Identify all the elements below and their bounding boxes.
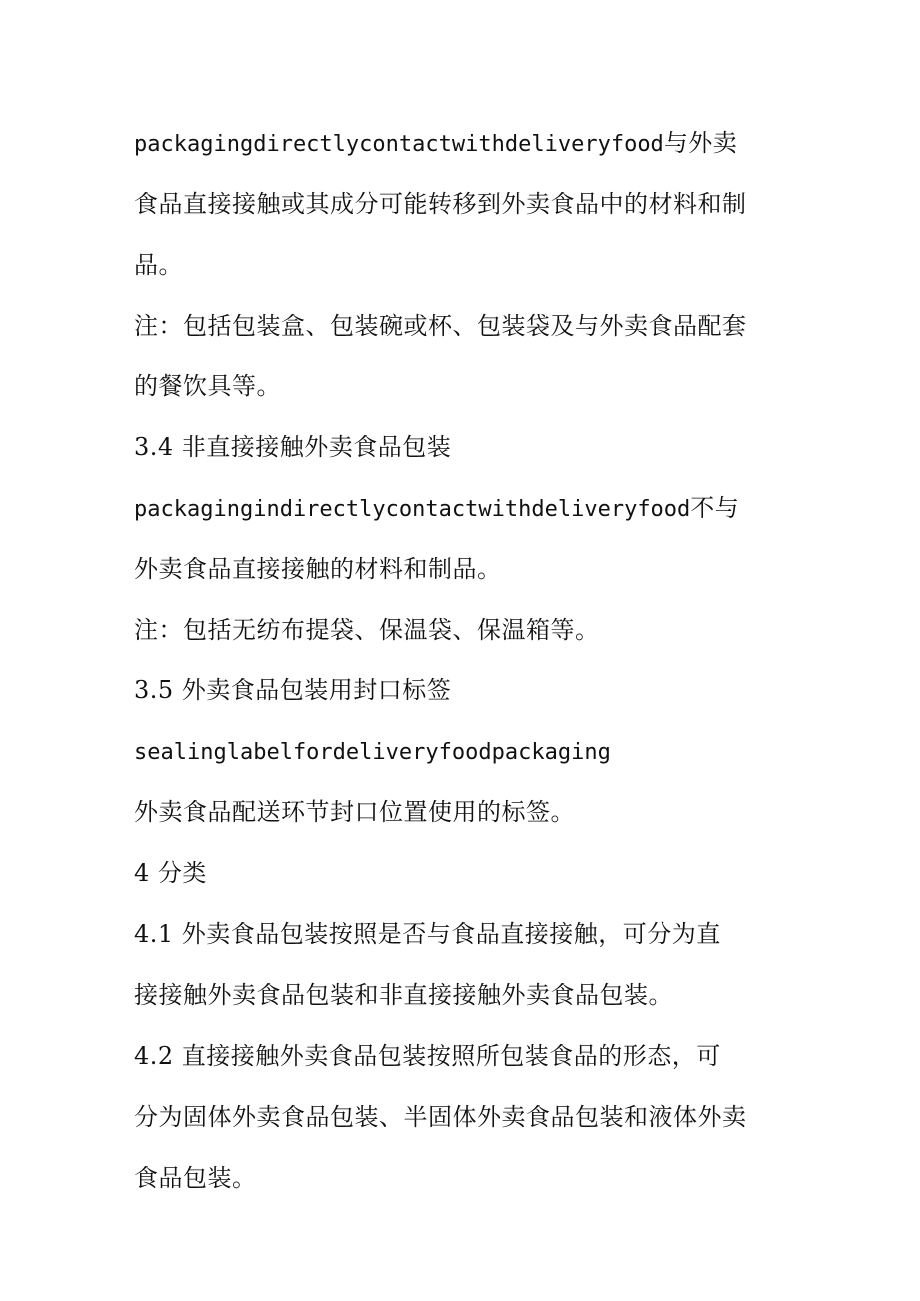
english-term: packagingindirectlycontactwithdeliveryfood — [134, 497, 691, 522]
text-line: 食品直接接触或其成分可能转移到外卖食品中的材料和制 — [134, 190, 747, 218]
text-line — [134, 128, 737, 160]
text-line — [134, 493, 739, 525]
text-line: 品。 — [134, 251, 183, 279]
text-line — [134, 736, 611, 768]
section-heading: 4 分类 — [134, 859, 207, 887]
text-line: 分为固体外卖食品包装、半固体外卖食品包装和液体外卖 — [134, 1103, 747, 1131]
note-line: 注：包括无纺布提袋、保温袋、保温箱等。 — [134, 616, 600, 644]
note-line: 注：包括包装盒、包装碗或杯、包装袋及与外卖食品配套 — [134, 312, 747, 340]
english-term: packagingdirectlycontactwithdeliveryfood — [134, 132, 664, 157]
text-line: 外卖食品配送环节封口位置使用的标签。 — [134, 798, 575, 826]
text-line: 外卖食品直接接触的材料和制品。 — [134, 555, 502, 583]
section-heading: 3.4 非直接接触外卖食品包装 — [134, 433, 452, 461]
text-line: 4.1 外卖食品包装按照是否与食品直接接触，可分为直 — [134, 920, 721, 948]
text-line: 食品包装。 — [134, 1164, 257, 1192]
text-line: 的餐饮具等。 — [134, 372, 281, 400]
chinese-text: 与外卖 — [663, 129, 738, 157]
text-line: 接接触外卖食品包装和非直接接触外卖食品包装。 — [134, 981, 673, 1009]
english-term: sealinglabelfordeliveryfoodpackaging — [134, 740, 611, 765]
chinese-text: 不与 — [690, 494, 740, 522]
section-heading: 3.5 外卖食品包装用封口标签 — [134, 676, 452, 704]
text-line: 4.2 直接接触外卖食品包装按照所包装食品的形态，可 — [134, 1042, 721, 1070]
